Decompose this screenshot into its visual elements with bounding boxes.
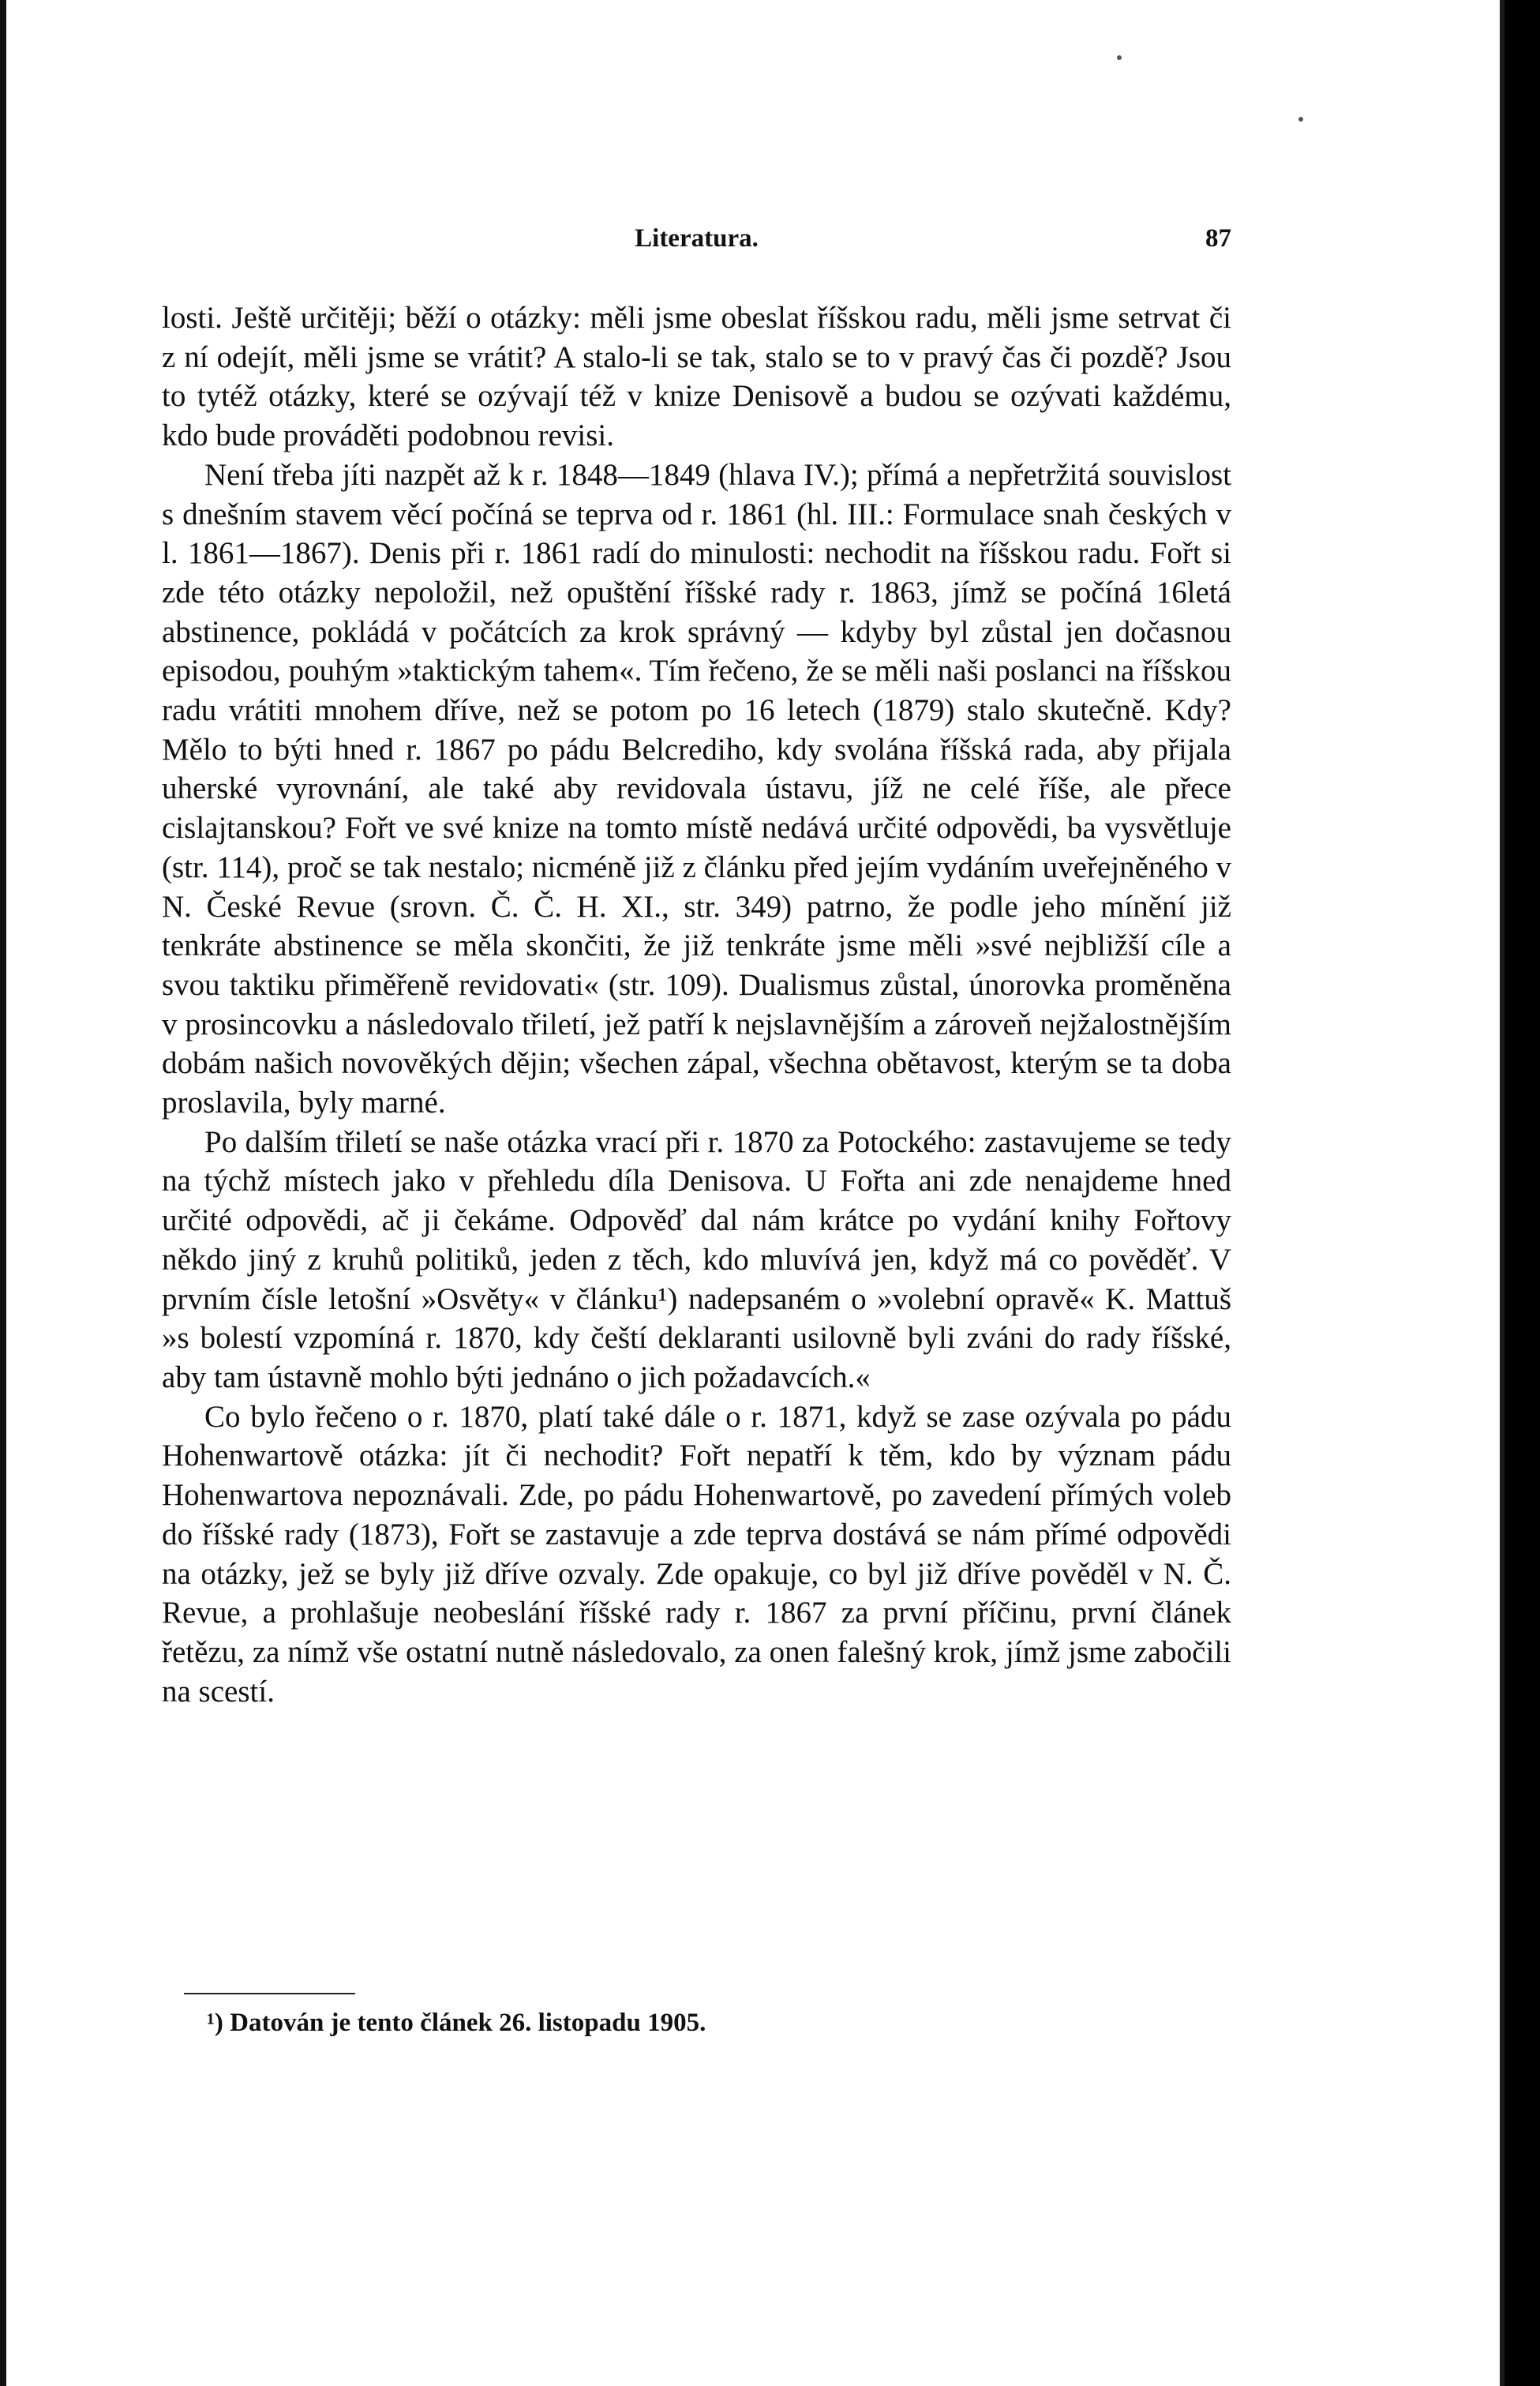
page-number: 87	[1205, 224, 1231, 253]
paragraph-3: Po dalším třiletí se naše otázka vrací při r. 1870 za Potockého: zastavujeme se tedy na týchž místech jako v přehledu díla Denisova. U Fořta ani zde nenajdeme hned určité odpovědi, ač ji čekáme. Odpověď dal nám krátce po vydání knihy Fořtovy někdo jiný z kruhů politiků, jeden z těch, kdo mluvívá jen, když má co pověděť. V prvním čísle letošní »Osvěty« v článku¹) nadepsaném o »volební opravě« K. Mattuš »s bolestí vzpomíná r. 1870, kdy čeští deklaranti usilovně byli zváni do rady říšské, aby tam ústavně mohlo býti jednáno o jich požadavcích.«	[162, 1124, 1231, 1394]
running-header	[162, 224, 1231, 256]
paragraph-2: Není třeba jíti nazpět až k r. 1848—1849 (hlava IV.); přímá a nepřetržitá souvislost s dnešním stavem věcí počíná se teprva od r. 1861 (hl. III.: Formulace snah českých v l. 1861—1867). Denis při r. 1861 radí do minulosti: nechodit na říšskou radu. Fořt si zde této otázky nepoložil, než opuštění říšské rady r. 1863, jímž se počíná 16letá abstinence, pokládá v počátcích za krok správný — kdyby byl zůstal jen dočasnou episodou, pouhým »taktickým tahem«. Tím řečeno, že se měli naši poslanci na říšskou radu vrátiti mnohem dříve, než se potom po 16 letech (1879) stalo skutečně. Kdy? Mělo to býti hned r. 1867 po pádu Belcrediho, kdy svolána říšská rada, aby přijala uherské vyrovnání, ale také aby revidovala ústavu, jíž ne celé říše, ale přece cislajtanskou? Fořt ve své knize na tomto místě nedává určité odpovědi, ba vysvětluje (str. 114), proč se tak nestalo; nicméně již z článku před jejím vydáním uveřejněného v N. České Revue (srovn. Č. Č. H. XI., str. 349) patrno, že podle jeho mínění již tenkráte abstinence se měla skončiti, že již tenkráte jsme měli »své nejbližší cíle a svou taktiku přiměřeně revidovati« (str. 109). Dualismus zůstal, únorovka proměněna v prosincovku a následovalo třiletí, jež patří k nejslavnějším a zároveň nejžalostnějším dobám našich novověkých dějin; všechen zápal, všechna obětavost, kterým se ta doba proslavila, byly marné.	[162, 457, 1231, 1120]
scan-border	[0, 0, 6, 2386]
paragraph-4: Co bylo řečeno o r. 1870, platí také dále o r. 1871, když se zase ozývala po pádu Hohenwartově otázka: jít či nechodit? Fořt nepatří k těm, kdo by význam pádu Hohenwartova nepoznávali. Zde, po pádu Hohenwartově, po zavedení přímých voleb do říšské rady (1873), Fořt se zastavuje a zde teprva dostává se nám přímé odpovědi na otázky, jež se byly již dříve ozvaly. Zde opakuje, co byl již dříve pověděl v N. Č. Revue, a prohlašuje neobeslání říšské rady r. 1867 za první příčinu, první článek řetězu, za nímž vše ostatní nutně následovalo, za onen falešný krok, jímž jsme zabočili na scestí.	[162, 1399, 1231, 1709]
speck-mark	[1117, 55, 1122, 60]
header-title: Literatura.	[635, 224, 759, 253]
footnote: ¹) Datován je tento článek 26. listopadu 1905.	[207, 2009, 706, 2037]
footnote-divider	[184, 1993, 355, 1994]
speck-mark	[1298, 117, 1303, 122]
main-text	[162, 298, 1231, 1711]
paragraph-1: losti. Ještě určitěji; běží o otázky: měli jsme obeslat říšskou radu, měli jsme setrvat či z ní odejít, měli jsme se vrátit? A stalo-li se tak, stalo se to v pravý čas či pozdě? Jsou to tytéž otázky, které se ozývají též v knize Denisově a budou se ozývati každému, kdo bude prováděti podobnou revisi.	[162, 301, 1231, 453]
